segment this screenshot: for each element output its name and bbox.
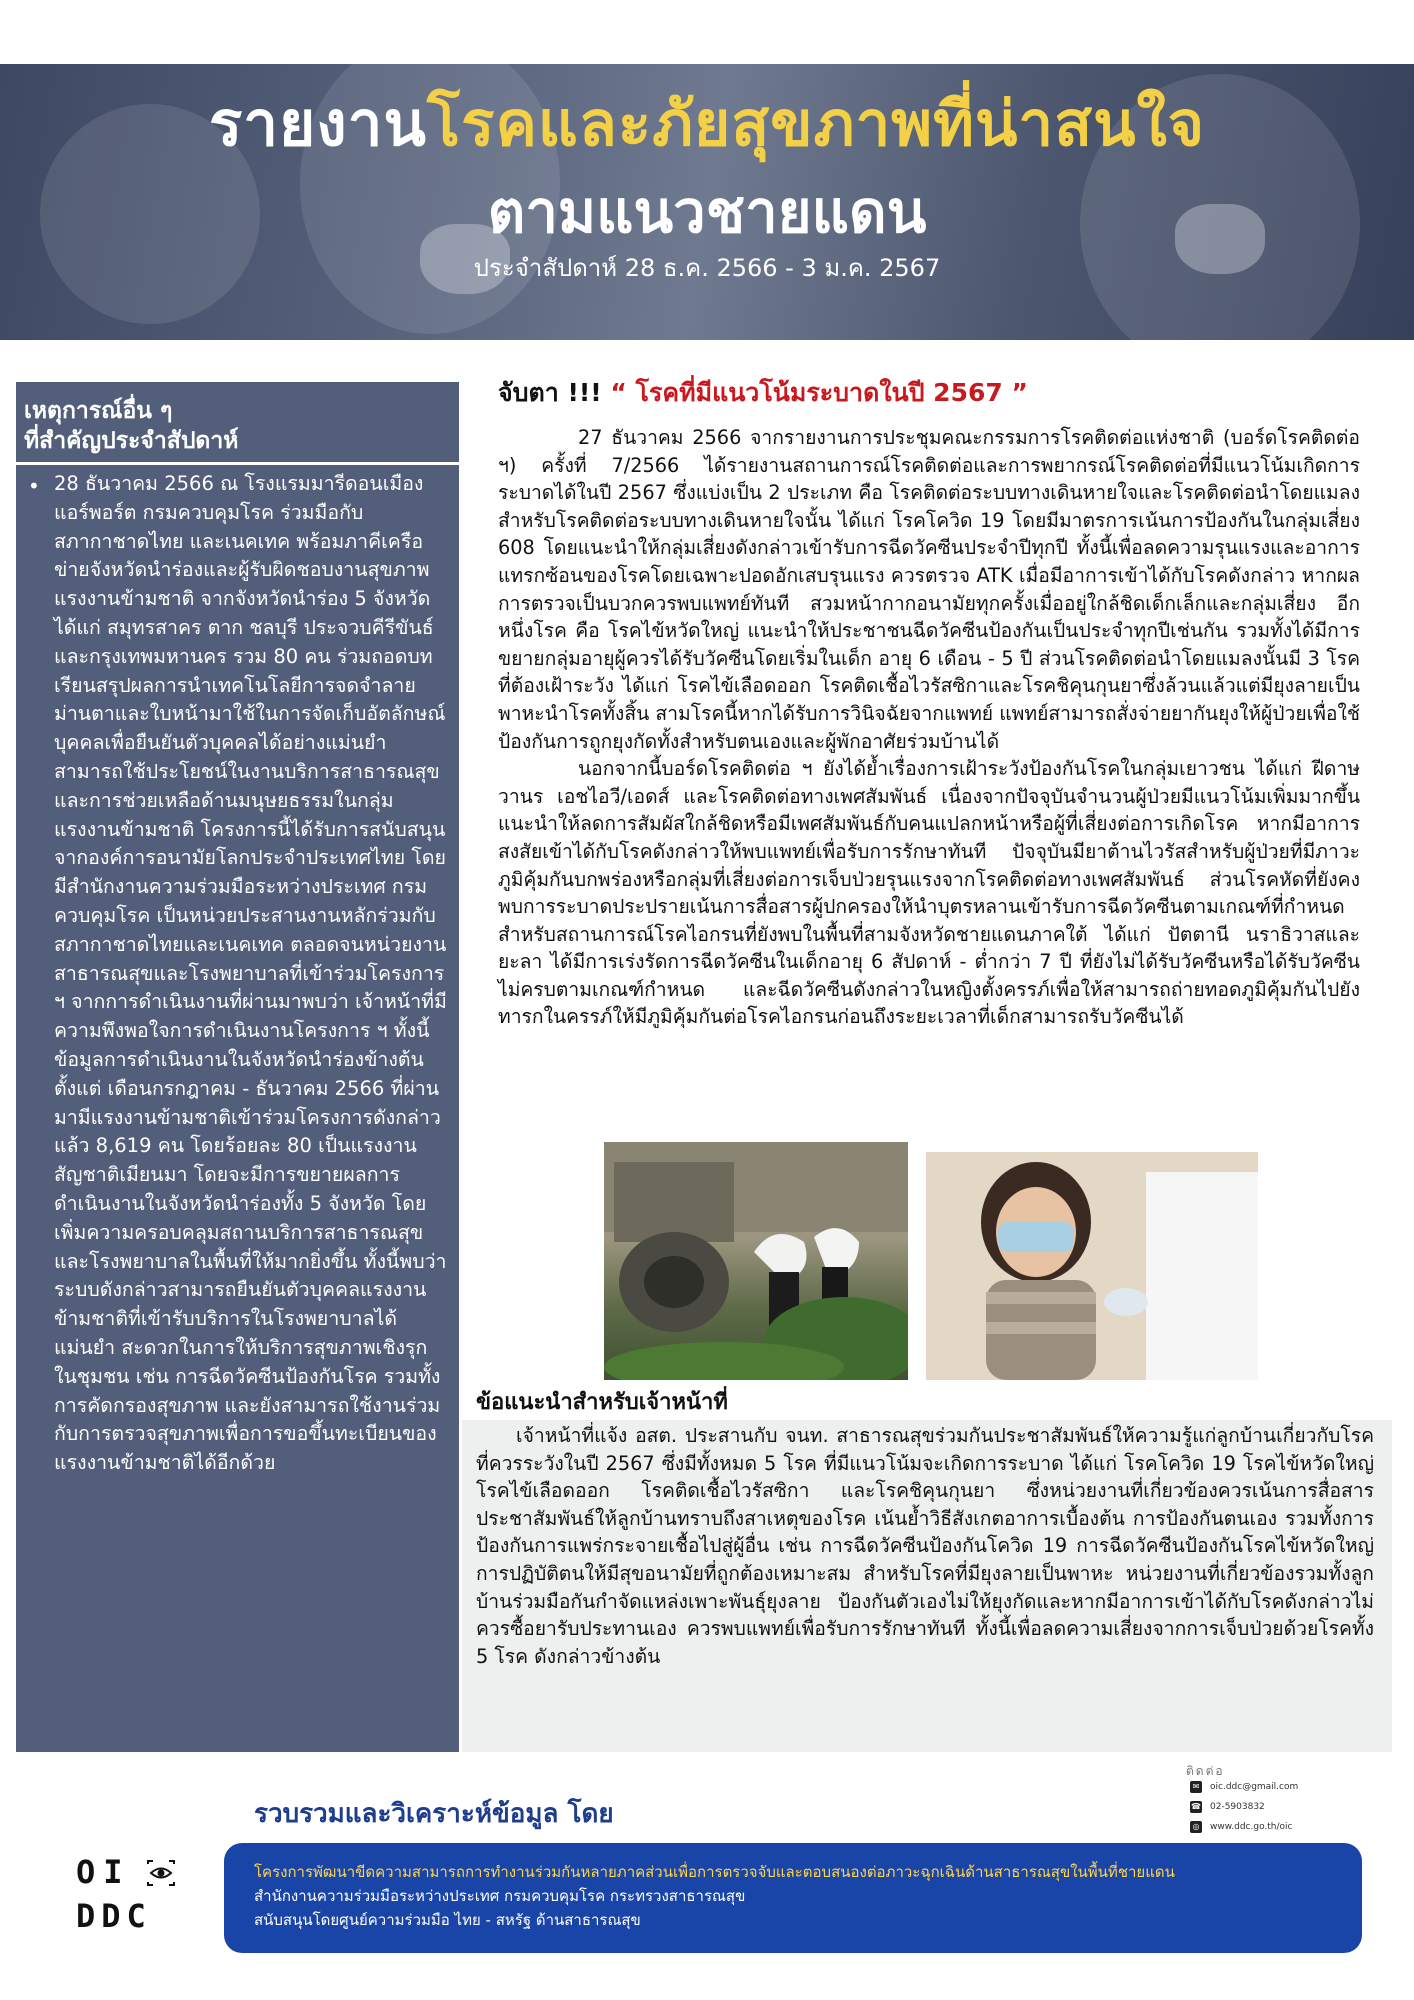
title-part-white: รายงาน <box>208 87 427 160</box>
footer-banner <box>224 1843 1362 1953</box>
contact-email[interactable] <box>1190 1780 1298 1794</box>
spotlight-paragraph-2: นอกจากนี้บอร์ดโรคติดต่อ ฯ ยังได้ย้ำเรื่องการเฝ้าระวังป้องกันโรคในกลุ่มเยาวชน ได้แก่ ฝีดาษวานร เอชไอวี/เอดส์ และโรคติดต่อทางเพศสัมพันธ์ เนื่องจากปัจจุบันจำนวนผู้ป่วยมีแนวโน้มเพิ่มมากขึ้น แนะนำให้ลดการสัมผัสใกล้ชิดหรือมีเพศสัมพันธ์กับคนแปลกหน้าหรือผู้ที่เสี่ยงต่อการเกิดโรค หากมีอาการสงสัยเข้าได้กับโรคดังกล่าวให้พบแพทย์เพื่อรับการรักษาทันที ปัจจุบันมียาต้านไวรัสสำหรับผู้ป่วยที่มีภาวะภูมิคุ้มกันบกพร่องหรือกลุ่มที่เสี่ยงต่อการเจ็บป่วยรุนแรงจากโรคติดต่อทางเพศสัมพันธ์ ส่วนโรคหัดที่ยังคงพบการระบาดประปรายเน้นการสื่อสารผู้ปกครองให้นำบุตรหลานเข้ารับการฉีดวัคซีนตามเกณฑ์ที่กำหนด สำหรับสถานการณ์โรคไอกรนที่ยังพบในพื้นที่สามจังหวัดชายแดนภาคใต้ ได้แก่ ปัตตานี นราธิวาสและยะลา ได้มีการเร่งรัดการฉีดวัคซีนในเด็กอายุ 6 สัปดาห์ - ต่ำกว่า 7 ปี ที่ยังไม่ได้รับวัคซีนหรือได้รับวัคซีนไม่ครบตามเกณฑ์กำหนด และฉีดวัคซีนดังกล่าวในหญิงตั้งครรภ์เพื่อให้สามารถถ่ายทอดภูมิคุ้มกันไปยังทารกในครรภ์ให้มีภูมิคุ้มกันต่อโรคไอกรนก่อนถึงระยะเวลาที่เด็กสามารถรับวัคซีนได้ <box>498 757 1360 1029</box>
spotlight-paragraph-1: 27 ธันวาคม 2566 จากรายงานการประชุมคณะกรรมการโรคติดต่อแห่งชาติ (บอร์ดโรคติดต่อ ฯ) ครั้งที่ 7/2566 ได้รายงานสถานการณ์โรคติดต่อและการพยากรณ์โรคติดต่อที่มีแนวโน้มเกิดการระบาดได้ในปี 2567 ซึ่งแบ่งเป็น 2 ประเภท คือ โรคติดต่อระบบทางเดินหายใจและโรคติดต่อนำโดยแมลง สำหรับโรคติดต่อระบบทางเดินหายใจนั้น ได้แก่ โรคโควิด 19 โดยมีมาตรการเน้นการป้องกันในกลุ่มเสี่ยง 608 โดยแนะนำให้กลุ่มเสี่ยงดังกล่าวเข้ารับการฉีดวัคซีนประจำปีทุกปี ทั้งนี้เพื่อลดความรุนแรงและอาการแทรกซ้อนของโรคโดยเฉพาะปอดอักเสบรุนแรง ควรตรวจ ATK เมื่อมีอาการเข้าได้กับโรคดังกล่าว หากผลการตรวจเป็นบวกควรพบแพทย์ทันที สวมหน้ากากอนามัยทุกครั้งเมื่ออยู่ใกล้ชิดเด็กเล็กและกลุ่มเสี่ยง อีกหนึ่งโรค คือ โรคไข้หวัดใหญ่ แนะนำให้ประชาชนฉีดวัคซีนป้องกันเป็นประจำทุกปีเช่นกัน รวมทั้งได้มีการขยายกลุ่มอายุผู้ควรได้รับวัคซีนโดยเริ่มในเด็ก อายุ 6 เดือน - 5 ปี ส่วนโรคติดต่อนำโดยแมลงนั้นมี 3 โรคที่ต้องเฝ้าระวัง ได้แก่ โรคไข้เลือดออก โรคติดเชื้อไวรัสซิกาและโรคชิคุนกุนยาซึ่งล้วนแล้วแต่มียุงลายเป็นพาหะนำโรคทั้งสิ้น สามโรคนี้หากได้รับการวินิจฉัยจากแพทย์ แพทย์สามารถสั่งจ่ายยากันยุงให้ผู้ป่วยเพื่อใช้ป้องกันการถูกยุงกัดทั้งสำหรับตนเองและผู้พักอาศัยร่วมบ้านได้ <box>498 426 1360 753</box>
spotlight-body <box>498 424 1360 1031</box>
title-part-highlight: โรคและภัยสุขภาพที่น่าสนใจ <box>426 87 1206 160</box>
spotlight-highlight: “ โรคที่มีแนวโน้มระบาดในปี 2567 ” <box>610 378 1028 407</box>
footer-office: สำนักงานความร่วมมือระหว่างประเทศ กรมควบคุมโรค กระทรวงสาธารณสุข <box>254 1887 746 1905</box>
logo-line1: OI <box>76 1853 131 1891</box>
page-title-line2: ตามแนวชายแดน <box>487 178 927 246</box>
spotlight-prefix: จับตา !!! <box>498 378 611 407</box>
contact-website-text: www.ddc.go.th/oic <box>1210 1822 1293 1832</box>
oic-ddc-logo <box>76 1852 186 1942</box>
footer-supported-by: สนับสนุนโดยศูนย์ความร่วมมือ ไทย - สหรัฐ ด้านสาธารณสุข <box>254 1911 641 1929</box>
contact-email-text: oic.ddc@gmail.com <box>1210 1782 1299 1792</box>
sidebar-heading-line2: ที่สำคัญประจำสัปดาห์ <box>24 428 239 454</box>
logo-line2: DDC <box>76 1897 152 1935</box>
sidebar-heading-line1: เหตุการณ์อื่น ๆ <box>24 398 173 424</box>
globe-icon: ◎ <box>1190 1821 1202 1833</box>
report-period: ประจำสัปดาห์ 28 ธ.ค. 2566 - 3 ม.ค. 2567 <box>473 254 941 282</box>
contact-heading: ติดต่อ <box>1186 1764 1225 1778</box>
child-vaccination-photo-icon <box>926 1152 1258 1380</box>
sidebar-body: 28 ธันวาคม 2566 ณ โรงแรมมารีดอนเมือง แอร์พอร์ต กรมควบคุมโรค ร่วมมือกับสภากาชาดไทย และเนคเทค พร้อมภาคีเครือข่ายจังหวัดนำร่องและผู้รับผิดชอบงานสุขภาพแรงงานข้ามชาติ จากจังหวัดนำร่อง 5 จังหวัด ได้แก่ สมุทรสาคร ตาก ชลบุรี ประจวบคีรีขันธ์ และกรุงเทพมหานคร รวม 80 คน ร่วมถอดบทเรียนสรุปผลการนำเทคโนโลยีการจดจำลายม่านตาและใบหน้ามาใช้ในการจัดเก็บอัตลักษณ์บุคคลเพื่อยืนยันตัวบุคคลได้อย่างแม่นยำ สามารถใช้ประโยชน์ในงานบริการสาธารณสุขและการช่วยเหลือด้านมนุษยธรรมในกลุ่มแรงงานข้ามชาติ โครงการนี้ได้รับการสนับสนุนจากองค์การอนามัยโลกประจำประเทศไทย โดยมีสำนักงานความร่วมมือระหว่างประเทศ กรมควบคุมโรค เป็นหน่วยประสานงานหลักร่วมกับสภากาชาดไทยและเนคเทค ตลอดจนหน่วยงานสาธารณสุขและโรงพยาบาลที่เข้าร่วมโครงการ ฯ จากการดำเนินงานที่ผ่านมาพบว่า เจ้าหน้าที่มีความพึงพอใจการดำเนินงานโครงการ ฯ ทั้งนี้ข้อมูลการดำเนินงานในจังหวัดนำร่องข้างต้น ตั้งแต่ เดือนกรกฎาคม - ธันวาคม 2566 ที่ผ่านมามีแรงงานข้ามชาติเข้าร่วมโครงการดังกล่าวแล้ว 8,619 คน โดยร้อยละ 80 เป็นแรงงานสัญชาติเมียนมา โดยจะมีการขยายผลการดำเนินงานในจังหวัดนำร่องทั้ง 5 จังหวัด โดยเพิ่มความครอบคลุมสถานบริการสาธารณสุขและโรงพยาบาลในพื้นที่ให้มากยิ่งขึ้น ทั้งนี้พบว่าระบบดังกล่าวสามารถยืนยันตัวบุคคลแรงงานข้ามชาติที่เข้ารับบริการในโรงพยาบาลได้แม่นยำ สะดวกในการให้บริการสุขภาพเชิงรุกในชุมชน เช่น การฉีดวัคซีนป้องกันโรค รวมทั้งการคัดกรองสุขภาพ และยังสามารถใช้งานร่วมกับการตรวจสุขภาพเพื่อการขอขึ้นทะเบียนของแรงงานข้ามชาติได้อีกด้วย <box>54 472 447 1475</box>
compiled-by-heading: รวบรวมและวิเคราะห์ข้อมูล โดย <box>254 1799 614 1829</box>
footer-project-name: โครงการพัฒนาขีดความสามารถการทำงานร่วมกันหลายภาคส่วนเพื่อการตรวจจับและตอบสนองต่อภาวะฉุกเฉินด้านสาธารณสุขในพื้นที่ชายแดน <box>254 1863 1175 1881</box>
contact-website[interactable] <box>1190 1820 1293 1834</box>
phone-icon: ☎ <box>1191 1801 1201 1811</box>
eye-icon <box>146 1860 176 1886</box>
page-title <box>0 88 1414 160</box>
outdoor-inspection-photo-icon <box>604 1142 908 1380</box>
spotlight-heading <box>498 376 1028 410</box>
photo2-illustration <box>926 1152 1258 1380</box>
email-icon: ✉ <box>1190 1781 1202 1793</box>
sidebar-divider <box>16 462 459 465</box>
contact-phone[interactable] <box>1190 1800 1265 1814</box>
advice-body: เจ้าหน้าที่แจ้ง อสต. ประสานกับ จนท. สาธารณสุขร่วมกันประชาสัมพันธ์ให้ความรู้แก่ลูกบ้านเกี่ยวกับโรคที่ควรระวังในปี 2567 ซึ่งมีทั้งหมด 5 โรค ที่มีแนวโน้มจะเกิดการระบาด ได้แก่ โรคโควิด 19 โรคไข้หวัดใหญ่ โรคไข้เลือดออก โรคติดเชื้อไวรัสซิกา และโรคชิคุนกุนยา ซึ่งหน่วยงานที่เกี่ยวข้องควรเน้นการสื่อสารประชาสัมพันธ์ให้ลูกบ้านทราบถึงสาเหตุของโรค เน้นย้ำวิธีสังเกตอาการเบื้องต้น การป้องกันตนเอง รวมทั้งการป้องกันการแพร่กระจายเชื้อไปสู่ผู้อื่น เช่น การฉีดวัคซีนป้องกันโควิด 19 การฉีดวัคซีนป้องกันโรคไข้หวัดใหญ่ การปฏิบัติตนให้มีสุขอนามัยที่ถูกต้องเหมาะสม สำหรับโรคที่มียุงลายเป็นพาหะ หน่วยงานที่เกี่ยวข้องรวมทั้งลูกบ้านร่วมมือกันกำจัดแหล่งเพาะพันธุ์ยุงลาย ป้องกันตัวเองไม่ให้ยุงกัดและหากมีอาการเข้าได้กับโรคดังกล่าวไม่ควรซื้อยารับประทานเอง ควรพบแพทย์เพื่อรับการรักษาทันที ทั้งนี้เพื่อลดความเสี่ยงจากการเจ็บป่วยด้วยโรคทั้ง 5 โรค ดังกล่าวข้างต้น <box>476 1424 1374 1668</box>
bullet-marker: • <box>28 474 40 498</box>
photo1-illustration <box>604 1142 908 1380</box>
advice-heading: ข้อแนะนำสำหรับเจ้าหน้าที่ <box>476 1390 728 1415</box>
sidebar-heading <box>24 396 444 456</box>
contact-phone-text: 02-5903832 <box>1210 1802 1265 1812</box>
sidebar-other-events <box>16 382 459 1752</box>
